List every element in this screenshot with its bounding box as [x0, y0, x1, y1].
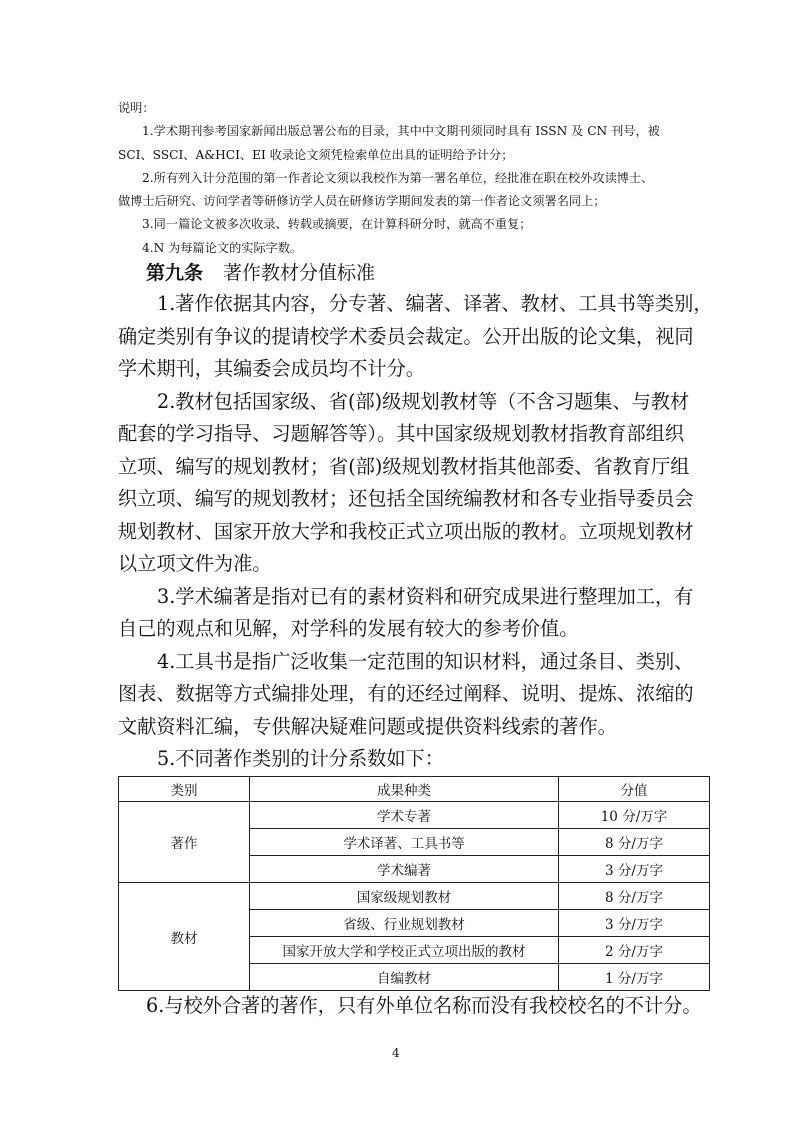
- article-title: 著作教材分值标准: [223, 262, 376, 284]
- header-score: 分值: [558, 777, 709, 802]
- header-type: 成果种类: [250, 777, 559, 802]
- article-heading: [146, 258, 375, 288]
- body-line: 图表、数据等方式编排处理，有的还经过阐释、说明、提炼、浓缩的: [118, 682, 694, 705]
- final-clause: 6.与校外合著的著作，只有外单位名称而没有我校校名的不计分。: [146, 994, 702, 1017]
- article-number: 第九条: [146, 262, 204, 284]
- body-line: 4.工具书是指广泛收集一定范围的知识材料，通过条目、类别、: [157, 649, 694, 673]
- header-category: 类别: [119, 777, 250, 802]
- score-cell: 3 分/万字: [558, 910, 709, 937]
- article-body: [118, 288, 718, 776]
- note-line: 2.所有列入计分范围的第一作者论文须以我校作为第一署名单位，经批准在职在校外攻读博士、: [142, 170, 654, 185]
- score-cell: 8 分/万字: [558, 829, 709, 856]
- body-line: 立项、编写的规划教材；省(部)级规划教材指其他部委、省教育厅组: [118, 454, 690, 478]
- body-line: 学术期刊，其编委会成员均不计分。: [118, 357, 425, 380]
- body-line: 织立项、编写的规划教材；还包括全国统编教材和各专业指导委员会: [118, 487, 694, 510]
- type-cell: 国家开放大学和学校正式立项出版的教材: [250, 937, 559, 964]
- score-cell: 10 分/万字: [558, 802, 709, 829]
- type-cell: 学术编著: [250, 856, 559, 883]
- body-line: 确定类别有争议的提请校学术委员会裁定。公开出版的论文集，视同: [118, 324, 694, 348]
- score-table: [118, 776, 710, 991]
- score-cell: 8 分/万字: [558, 883, 709, 910]
- note-line: 做博士后研究、访问学者等研修访学人员在研修访学期间发表的第一作者论文须署名同上；: [118, 194, 606, 209]
- table-row: [119, 802, 710, 829]
- table-row: [119, 883, 710, 910]
- type-cell: 国家级规划教材: [250, 883, 559, 910]
- category-cell: 著作: [119, 802, 250, 883]
- type-cell: 省级、行业规划教材: [250, 910, 559, 937]
- body-line: 规划教材、国家开放大学和我校正式立项出版的教材。立项规划教材: [118, 519, 694, 543]
- type-cell: 自编教材: [250, 964, 559, 991]
- note-line: 4.N 为每篇论文的实际字数。: [142, 240, 303, 255]
- notes-title: 说明：: [118, 101, 155, 115]
- body-line: 自己的观点和见解，对学科的发展有较大的参考价值。: [118, 617, 579, 640]
- note-line: 1.学术期刊参考国家新闻出版总署公布的目录，其中中文期刊须同时具有 ISSN 及 CN 刊号，被: [142, 124, 660, 139]
- body-line: 以立项文件为准。: [118, 552, 272, 575]
- body-line: 配套的学习指导、习题解答等）。其中国家级规划教材指教育部组织: [118, 422, 685, 445]
- table-header-row: [119, 777, 710, 802]
- score-cell: 3 分/万字: [558, 856, 709, 883]
- body-line: 文献资料汇编，专供解决疑难问题或提供资料线索的著作。: [118, 714, 617, 738]
- note-line: 3.同一篇论文被多次收录、转载或摘要，在计算科研分时，就高不重复；: [142, 217, 532, 232]
- body-line: 2.教材包括国家级、省(部)级规划教材等（不含习题集、与教材: [157, 389, 690, 413]
- body-line: 1.著作依据其内容，分专著、编著、译著、教材、工具书等类别，: [157, 292, 713, 315]
- body-line: 5.不同著作类别的计分系数如下：: [157, 747, 444, 770]
- category-cell: 教材: [119, 883, 250, 991]
- type-cell: 学术专著: [250, 802, 559, 829]
- body-line: 3.学术编著是指对已有的素材资料和研究成果进行整理加工，有: [157, 584, 694, 608]
- score-cell: 1 分/万字: [558, 964, 709, 991]
- page-number: 4: [392, 1046, 400, 1060]
- score-cell: 2 分/万字: [558, 937, 709, 964]
- type-cell: 学术译著、工具书等: [250, 829, 559, 856]
- note-line: SCI、SSCI、A&HCI、EI 收录论文须凭检索单位出具的证明给予计分；: [118, 147, 514, 162]
- notes-block: [118, 97, 718, 260]
